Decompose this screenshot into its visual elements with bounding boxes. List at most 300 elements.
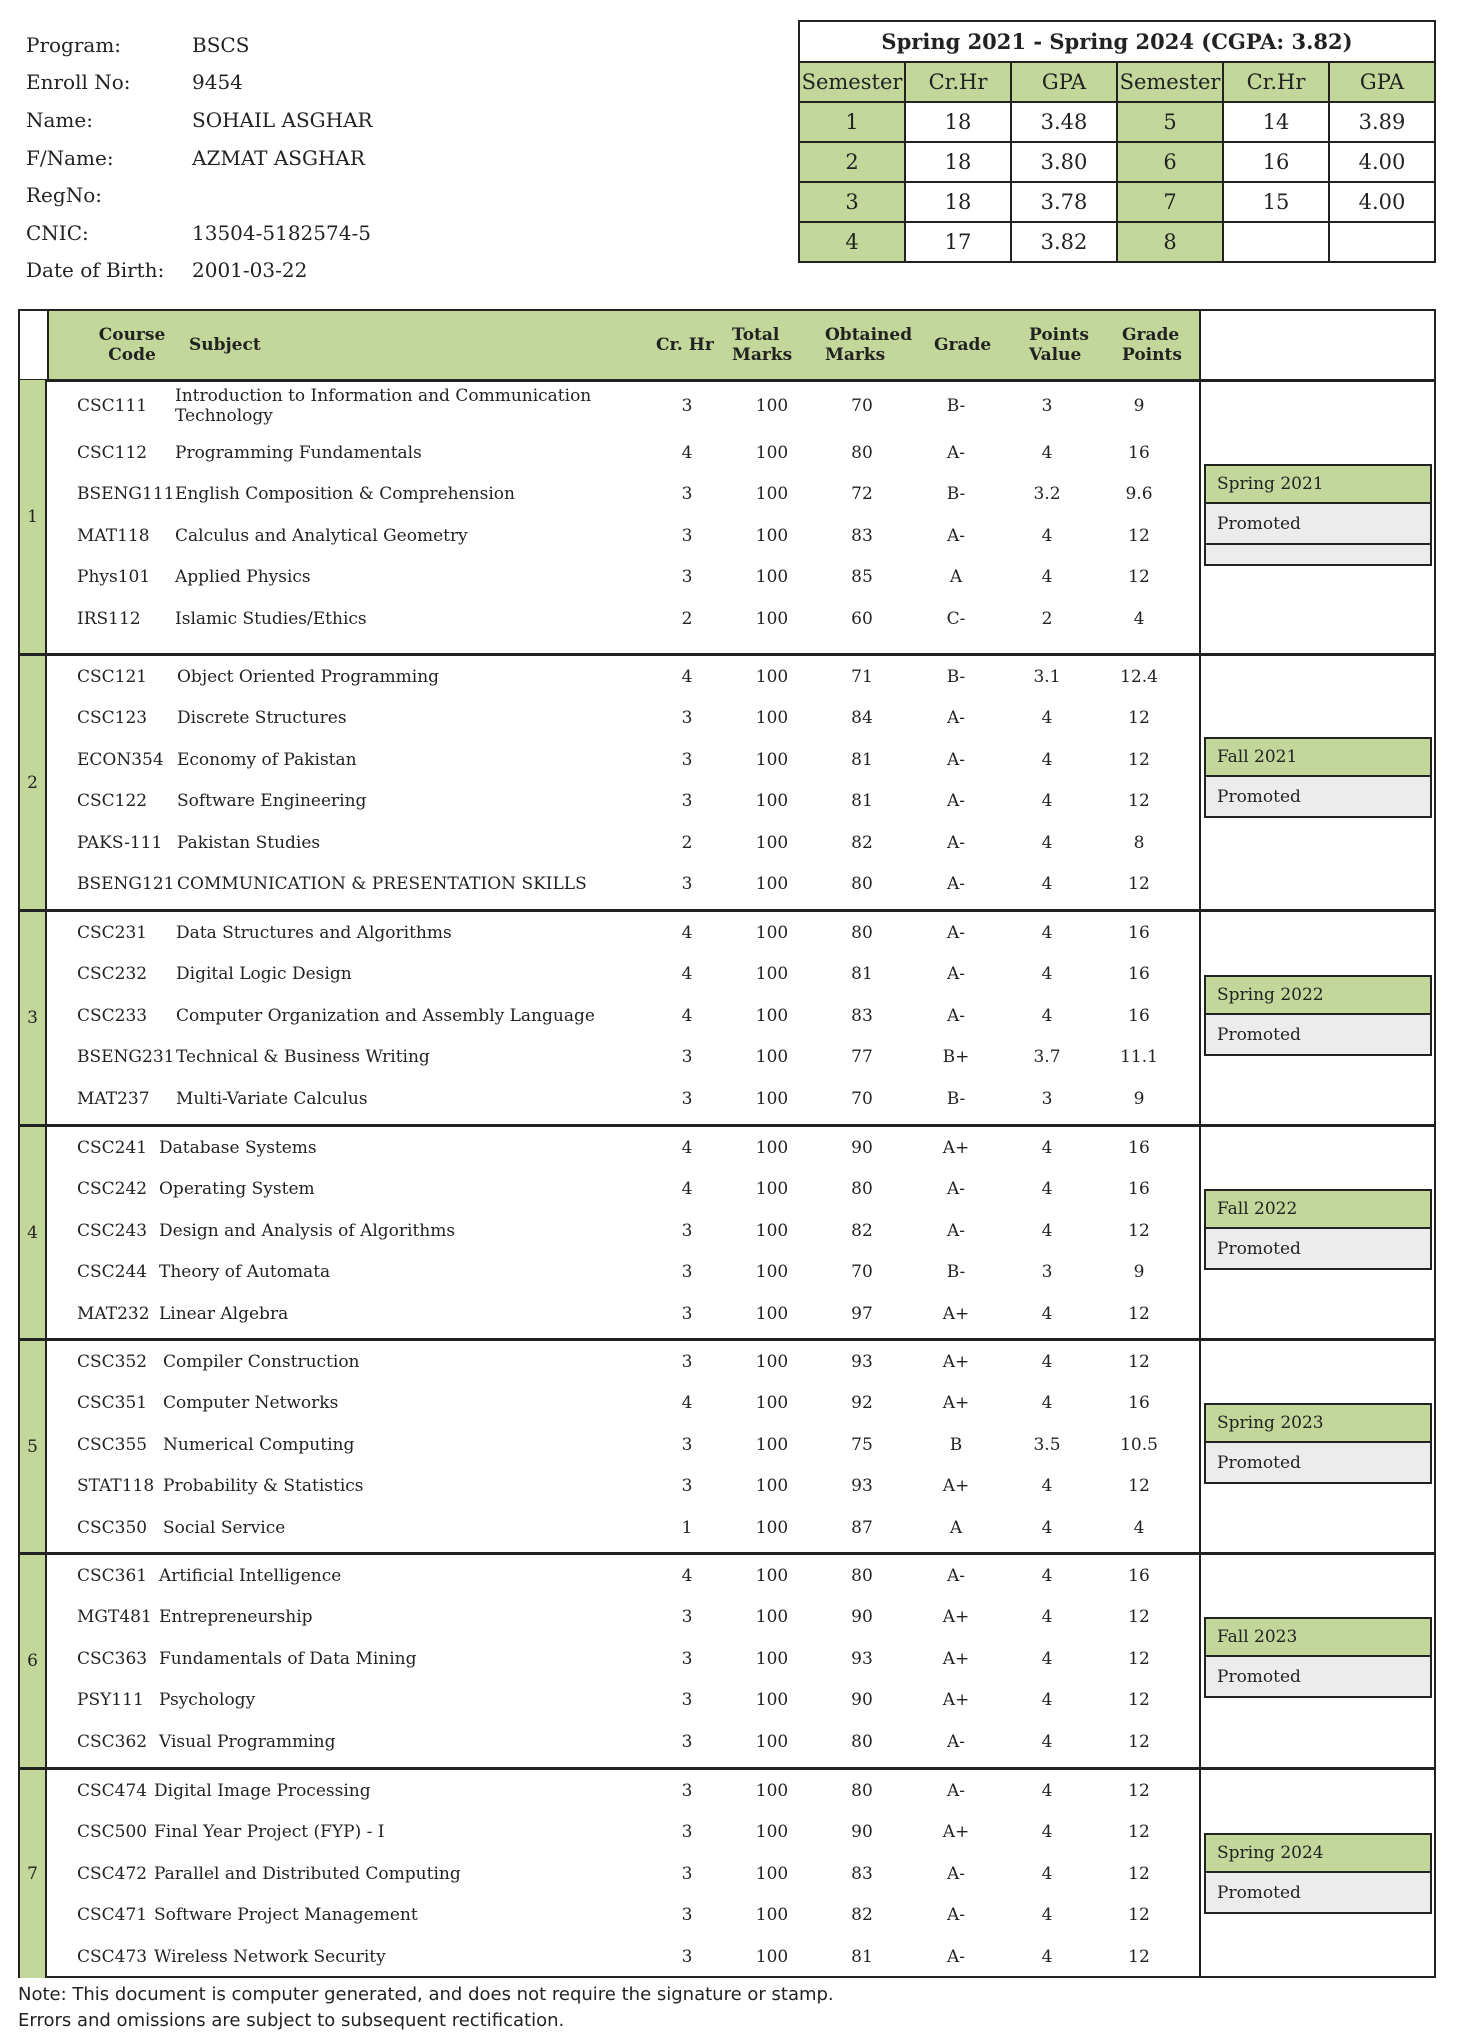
- course-obtained-marks: 85: [851, 567, 873, 588]
- course-points-value: 4: [1041, 525, 1053, 546]
- course-credit-hours: 3: [681, 1780, 693, 1801]
- course-grade: A+: [942, 1476, 970, 1497]
- course-grade: B+: [942, 1047, 970, 1068]
- course-subject: Social Service: [163, 1517, 286, 1538]
- summary-cell: 2: [799, 142, 905, 182]
- course-code: IRS112: [77, 608, 141, 629]
- course-grade-points: 12: [1128, 1607, 1150, 1628]
- course-grade-points: 12: [1128, 525, 1150, 546]
- semester-term: Spring 2024: [1204, 1833, 1432, 1873]
- course-credit-hours: 3: [681, 1731, 693, 1752]
- course-obtained-marks: 82: [851, 832, 873, 853]
- course-total-marks: 100: [755, 1946, 789, 1967]
- course-credit-hours: 3: [681, 1262, 693, 1283]
- course-grade: B: [949, 1434, 963, 1455]
- course-total-marks: 100: [755, 525, 789, 546]
- course-subject: Calculus and Analytical Geometry: [175, 525, 468, 546]
- program-value: BSCS: [192, 32, 250, 57]
- course-code: CSC123: [77, 708, 148, 729]
- semester-result: Promoted: [1204, 1873, 1432, 1914]
- semester-status: [1204, 1833, 1432, 1914]
- course-points-value: 4: [1041, 1476, 1053, 1497]
- summary-cell: 3: [799, 182, 905, 222]
- course-total-marks: 100: [755, 1005, 789, 1026]
- header-grade: Grade: [934, 335, 992, 355]
- table-row: [47, 1424, 1199, 1466]
- table-row: [47, 1252, 1199, 1294]
- course-grade-points: 9: [1133, 1088, 1145, 1109]
- course-grade-points: 12: [1128, 1822, 1150, 1843]
- course-total-marks: 100: [755, 1822, 789, 1843]
- semester-status: [1204, 737, 1432, 818]
- course-grade: A-: [946, 922, 966, 943]
- course-subject: Database Systems: [159, 1137, 317, 1158]
- course-total-marks: 100: [755, 964, 789, 985]
- semester-status: [1204, 464, 1432, 566]
- course-total-marks: 100: [755, 922, 789, 943]
- course-code: MAT232: [77, 1303, 150, 1324]
- table-row: [47, 1127, 1199, 1169]
- summary-header: Semester: [799, 62, 905, 102]
- course-total-marks: 100: [755, 874, 789, 895]
- summary-row: [799, 182, 1435, 222]
- course-subject: Compiler Construction: [163, 1351, 360, 1372]
- course-grade-points: 9: [1133, 1262, 1145, 1283]
- course-subject: Computer Networks: [163, 1393, 339, 1414]
- course-credit-hours: 3: [681, 1822, 693, 1843]
- course-grade-points: 8: [1133, 832, 1145, 853]
- course-points-value: 4: [1041, 1137, 1053, 1158]
- course-grade-points: 16: [1128, 964, 1150, 985]
- course-grade-points: 12: [1128, 1690, 1150, 1711]
- course-subject: Parallel and Distributed Computing: [154, 1863, 461, 1884]
- course-obtained-marks: 80: [851, 1565, 873, 1586]
- course-grade-points: 12: [1128, 1863, 1150, 1884]
- course-total-marks: 100: [755, 749, 789, 770]
- course-credit-hours: 4: [681, 1565, 693, 1586]
- info-row-name: [26, 101, 373, 139]
- summary-cell: 7: [1117, 182, 1223, 222]
- course-subject: Psychology: [159, 1690, 256, 1711]
- course-total-marks: 100: [755, 608, 789, 629]
- course-code: CSC233: [77, 1005, 148, 1026]
- course-points-value: 4: [1041, 874, 1053, 895]
- semester-block: [20, 1770, 1434, 1978]
- course-grade: A+: [942, 1822, 970, 1843]
- summary-cell: 1: [799, 102, 905, 142]
- course-subject: Islamic Studies/Ethics: [175, 608, 367, 629]
- summary-cell: [1223, 222, 1329, 262]
- course-grade: A-: [946, 1565, 966, 1586]
- course-subject: Final Year Project (FYP) - I: [154, 1822, 385, 1843]
- course-grade-points: 12: [1128, 749, 1150, 770]
- course-code: PAKS-111: [77, 832, 163, 853]
- summary-header: GPA: [1329, 62, 1435, 102]
- table-row: [47, 432, 1199, 474]
- course-credit-hours: 3: [681, 1476, 693, 1497]
- summary-cell: 3.80: [1011, 142, 1117, 182]
- summary-cell: 3.48: [1011, 102, 1117, 142]
- footer-note: [18, 1982, 834, 2034]
- summary-header: Semester: [1117, 62, 1223, 102]
- table-row: [47, 598, 1199, 640]
- course-points-value: 4: [1041, 1565, 1053, 1586]
- course-code: CSC473: [77, 1946, 148, 1967]
- course-obtained-marks: 60: [851, 608, 873, 629]
- header-course-code: Course Code: [98, 325, 166, 365]
- course-subject: Software Project Management: [154, 1905, 418, 1926]
- course-credit-hours: 3: [681, 1863, 693, 1884]
- summary-cell: 15: [1223, 182, 1329, 222]
- course-obtained-marks: 93: [851, 1648, 873, 1669]
- course-total-marks: 100: [755, 1607, 789, 1628]
- course-code: CSC350: [77, 1517, 148, 1538]
- semester-result: Promoted: [1204, 777, 1432, 818]
- semester-term: Fall 2022: [1204, 1189, 1432, 1229]
- course-grade: A-: [946, 791, 966, 812]
- semester-term: Spring 2022: [1204, 975, 1432, 1015]
- course-obtained-marks: 77: [851, 1047, 873, 1068]
- course-points-value: 4: [1041, 922, 1053, 943]
- semester-number: 1: [20, 380, 47, 653]
- semester-status: [1204, 1617, 1432, 1698]
- summary-cell: 6: [1117, 142, 1223, 182]
- course-obtained-marks: 71: [851, 666, 873, 687]
- course-obtained-marks: 93: [851, 1476, 873, 1497]
- course-obtained-marks: 92: [851, 1393, 873, 1414]
- course-area: [47, 1127, 1201, 1338]
- course-code: BSENG111: [77, 484, 175, 505]
- course-code: CSC361: [77, 1565, 148, 1586]
- semester-result: Promoted: [1204, 504, 1432, 545]
- course-obtained-marks: 80: [851, 1731, 873, 1752]
- note-line-2: Errors and omissions are subject to subsequent rectification.: [18, 2010, 565, 2031]
- enroll-value: 9454: [192, 70, 243, 95]
- course-points-value: 4: [1041, 567, 1053, 588]
- table-row: [47, 954, 1199, 996]
- course-credit-hours: 4: [681, 964, 693, 985]
- course-subject: Wireless Network Security: [154, 1946, 386, 1967]
- table-row: [47, 656, 1199, 698]
- course-points-value: 4: [1041, 1690, 1053, 1711]
- table-row: [47, 515, 1199, 557]
- course-points-value: 3: [1041, 1088, 1053, 1109]
- course-credit-hours: 4: [681, 666, 693, 687]
- semester-number: 6: [20, 1555, 47, 1767]
- table-row: [47, 739, 1199, 781]
- semester-status: [1204, 1189, 1432, 1270]
- course-total-marks: 100: [755, 1434, 789, 1455]
- transcript-header: [47, 311, 1201, 379]
- course-code: CSC474: [77, 1780, 148, 1801]
- course-total-marks: 100: [755, 484, 789, 505]
- course-points-value: 4: [1041, 749, 1053, 770]
- course-grade-points: 12: [1128, 567, 1150, 588]
- course-grade-points: 16: [1128, 1179, 1150, 1200]
- course-area: [47, 1341, 1201, 1552]
- course-credit-hours: 4: [681, 1005, 693, 1026]
- course-credit-hours: 4: [681, 1137, 693, 1158]
- course-points-value: 4: [1041, 708, 1053, 729]
- course-obtained-marks: 80: [851, 442, 873, 463]
- course-subject: Digital Image Processing: [154, 1780, 371, 1801]
- summary-cell: 18: [905, 182, 1011, 222]
- course-grade-points: 16: [1128, 922, 1150, 943]
- course-total-marks: 100: [755, 1303, 789, 1324]
- course-area: [47, 1555, 1201, 1767]
- course-points-value: 3: [1041, 396, 1053, 416]
- semester-block: [20, 1127, 1434, 1341]
- course-grade-points: 12: [1128, 1303, 1150, 1324]
- table-row: [47, 1936, 1199, 1978]
- table-row: [47, 698, 1199, 740]
- summary-cell: 14: [1223, 102, 1329, 142]
- course-grade-points: 16: [1128, 1137, 1150, 1158]
- course-credit-hours: 3: [681, 1648, 693, 1669]
- table-row: [47, 557, 1199, 599]
- course-total-marks: 100: [755, 1648, 789, 1669]
- course-code: CSC231: [77, 922, 148, 943]
- course-grade: A+: [942, 1690, 970, 1711]
- table-row: [47, 1721, 1199, 1763]
- course-subject: Pakistan Studies: [177, 832, 321, 853]
- course-code: CSC500: [77, 1822, 148, 1843]
- dob-label: Date of Birth:: [26, 258, 165, 283]
- course-points-value: 4: [1041, 832, 1053, 853]
- table-row: [47, 1638, 1199, 1680]
- course-code: ECON354: [77, 749, 164, 770]
- semester-term: Fall 2021: [1204, 737, 1432, 777]
- course-code: CSC362: [77, 1731, 148, 1752]
- enroll-label: Enroll No:: [26, 70, 131, 95]
- table-row: [47, 822, 1199, 864]
- table-row: [47, 1680, 1199, 1722]
- table-row: [47, 1895, 1199, 1937]
- course-credit-hours: 3: [681, 874, 693, 895]
- semester-status-extra: [1204, 545, 1432, 566]
- course-total-marks: 100: [755, 396, 789, 416]
- course-obtained-marks: 82: [851, 1220, 873, 1241]
- course-obtained-marks: 80: [851, 1179, 873, 1200]
- info-row-cnic: [26, 214, 373, 252]
- course-subject: Theory of Automata: [159, 1262, 331, 1283]
- semester-result: Promoted: [1204, 1229, 1432, 1270]
- header-subject: Subject: [189, 335, 261, 355]
- course-grade: A+: [942, 1393, 970, 1414]
- course-points-value: 4: [1041, 964, 1053, 985]
- course-grade: B-: [946, 1262, 966, 1283]
- course-grade-points: 12: [1128, 1648, 1150, 1669]
- course-grade-points: 12: [1128, 1946, 1150, 1967]
- course-grade-points: 16: [1128, 1565, 1150, 1586]
- course-obtained-marks: 87: [851, 1517, 873, 1538]
- summary-header: Cr.Hr: [905, 62, 1011, 102]
- course-subject: Design and Analysis of Algorithms: [159, 1220, 456, 1241]
- course-grade: A: [949, 567, 963, 588]
- course-total-marks: 100: [755, 1476, 789, 1497]
- summary-row: [799, 102, 1435, 142]
- course-code: CSC241: [77, 1137, 148, 1158]
- table-row: [47, 474, 1199, 516]
- course-area: [47, 380, 1201, 653]
- course-credit-hours: 3: [681, 1220, 693, 1241]
- course-grade-points: 16: [1128, 1393, 1150, 1414]
- table-row: [47, 864, 1199, 906]
- course-subject: Software Engineering: [177, 791, 367, 812]
- course-grade: B-: [946, 1088, 966, 1109]
- semester-result: Promoted: [1204, 1657, 1432, 1698]
- course-obtained-marks: 90: [851, 1690, 873, 1711]
- course-code: CSC232: [77, 964, 148, 985]
- course-code: CSC363: [77, 1648, 148, 1669]
- fname-label: F/Name:: [26, 145, 114, 170]
- course-code: CSC244: [77, 1262, 148, 1283]
- course-total-marks: 100: [755, 666, 789, 687]
- semester-term: Spring 2021: [1204, 464, 1432, 504]
- course-total-marks: 100: [755, 1137, 789, 1158]
- table-row: [47, 1853, 1199, 1895]
- summary-cell: 17: [905, 222, 1011, 262]
- summary-row: [799, 142, 1435, 182]
- course-grade-points: 9.6: [1125, 484, 1153, 505]
- summary-cell: 3.89: [1329, 102, 1435, 142]
- course-code: CSC242: [77, 1179, 148, 1200]
- course-points-value: 4: [1041, 1351, 1053, 1372]
- course-total-marks: 100: [755, 1565, 789, 1586]
- course-obtained-marks: 80: [851, 922, 873, 943]
- table-row: [47, 912, 1199, 954]
- course-grade: A-: [946, 1731, 966, 1752]
- course-subject: Visual Programming: [159, 1731, 336, 1752]
- course-total-marks: 100: [755, 832, 789, 853]
- course-total-marks: 100: [755, 442, 789, 463]
- course-points-value: 2: [1041, 608, 1053, 629]
- course-subject: Discrete Structures: [177, 708, 347, 729]
- semester-block: [20, 1341, 1434, 1555]
- course-subject: Multi-Variate Calculus: [176, 1088, 368, 1109]
- course-grade: A-: [946, 1905, 966, 1926]
- program-label: Program:: [26, 32, 122, 57]
- course-points-value: 4: [1041, 1303, 1053, 1324]
- summary-cell: [1329, 222, 1435, 262]
- course-points-value: 4: [1041, 1780, 1053, 1801]
- semester-status: [1204, 1403, 1432, 1484]
- gpa-summary-table: [798, 20, 1436, 263]
- course-total-marks: 100: [755, 1351, 789, 1372]
- summary-header-row: [799, 62, 1435, 102]
- cnic-label: CNIC:: [26, 220, 89, 245]
- regno-label: RegNo:: [26, 183, 102, 208]
- course-points-value: 4: [1041, 1648, 1053, 1669]
- table-row: [47, 1812, 1199, 1854]
- course-grade: A-: [946, 1179, 966, 1200]
- course-code: BSENG121: [77, 874, 175, 895]
- course-credit-hours: 4: [681, 1179, 693, 1200]
- course-total-marks: 100: [755, 1905, 789, 1926]
- course-grade: A+: [942, 1607, 970, 1628]
- course-grade-points: 12: [1128, 1220, 1150, 1241]
- table-row: [47, 1341, 1199, 1383]
- course-credit-hours: 2: [681, 832, 693, 853]
- course-grade-points: 12: [1128, 1476, 1150, 1497]
- course-credit-hours: 3: [681, 791, 693, 812]
- course-points-value: 4: [1041, 1393, 1053, 1414]
- course-points-value: 4: [1041, 442, 1053, 463]
- course-grade-points: 12: [1128, 1351, 1150, 1372]
- course-grade: B-: [946, 396, 966, 416]
- course-subject: Entrepreneurship: [159, 1607, 313, 1628]
- course-grade-points: 12: [1128, 791, 1150, 812]
- course-grade: A-: [946, 874, 966, 895]
- course-total-marks: 100: [755, 708, 789, 729]
- course-credit-hours: 3: [681, 1088, 693, 1109]
- course-points-value: 4: [1041, 1517, 1053, 1538]
- course-credit-hours: 1: [681, 1517, 693, 1538]
- course-points-value: 4: [1041, 791, 1053, 812]
- summary-cell: 3.82: [1011, 222, 1117, 262]
- course-code: STAT118: [77, 1476, 155, 1497]
- summary-cell: 5: [1117, 102, 1223, 142]
- course-grade-points: 12: [1128, 874, 1150, 895]
- course-grade-points: 12: [1128, 708, 1150, 729]
- course-grade: B-: [946, 666, 966, 687]
- course-total-marks: 100: [755, 1179, 789, 1200]
- course-points-value: 4: [1041, 1946, 1053, 1967]
- course-grade-points: 16: [1128, 442, 1150, 463]
- course-code: CSC471: [77, 1905, 148, 1926]
- course-code: CSC121: [77, 666, 148, 687]
- course-credit-hours: 3: [681, 484, 693, 505]
- course-subject: English Composition & Comprehension: [175, 484, 515, 505]
- course-code: MAT118: [77, 525, 150, 546]
- course-grade: A+: [942, 1351, 970, 1372]
- table-row: [47, 1770, 1199, 1812]
- header-cr-hr: Cr. Hr: [656, 335, 714, 355]
- course-grade-points: 4: [1133, 608, 1145, 629]
- course-points-value: 4: [1041, 1731, 1053, 1752]
- transcript-header-row: [20, 311, 1434, 382]
- table-row: [47, 995, 1199, 1037]
- course-subject: Computer Organization and Assembly Language: [176, 1005, 595, 1026]
- course-obtained-marks: 81: [851, 964, 873, 985]
- course-credit-hours: 3: [681, 1303, 693, 1324]
- course-total-marks: 100: [755, 1088, 789, 1109]
- course-credit-hours: 3: [681, 1351, 693, 1372]
- name-value: SOHAIL ASGHAR: [192, 107, 373, 132]
- transcript-table: [18, 309, 1436, 1978]
- summary-cell: 18: [905, 102, 1011, 142]
- summary-title: Spring 2021 - Spring 2024 (CGPA: 3.82): [799, 21, 1435, 62]
- course-grade: C-: [946, 608, 966, 629]
- course-obtained-marks: 90: [851, 1607, 873, 1628]
- semester-number: 5: [20, 1341, 47, 1552]
- course-total-marks: 100: [755, 1780, 789, 1801]
- course-grade-points: 4: [1133, 1517, 1145, 1538]
- note-line-1: Note: This document is computer generated, and does not require the signature or stamp.: [18, 1984, 834, 2005]
- course-grade: A+: [942, 1648, 970, 1669]
- table-row: [47, 1507, 1199, 1549]
- course-obtained-marks: 82: [851, 1905, 873, 1926]
- course-points-value: 4: [1041, 1607, 1053, 1628]
- course-credit-hours: 4: [681, 1393, 693, 1414]
- course-grade: A-: [946, 708, 966, 729]
- info-row-dob: [26, 252, 373, 290]
- course-credit-hours: 3: [681, 1047, 693, 1068]
- table-row: [47, 1037, 1199, 1079]
- info-row-program: [26, 26, 373, 64]
- course-credit-hours: 3: [681, 1690, 693, 1711]
- course-points-value: 4: [1041, 1905, 1053, 1926]
